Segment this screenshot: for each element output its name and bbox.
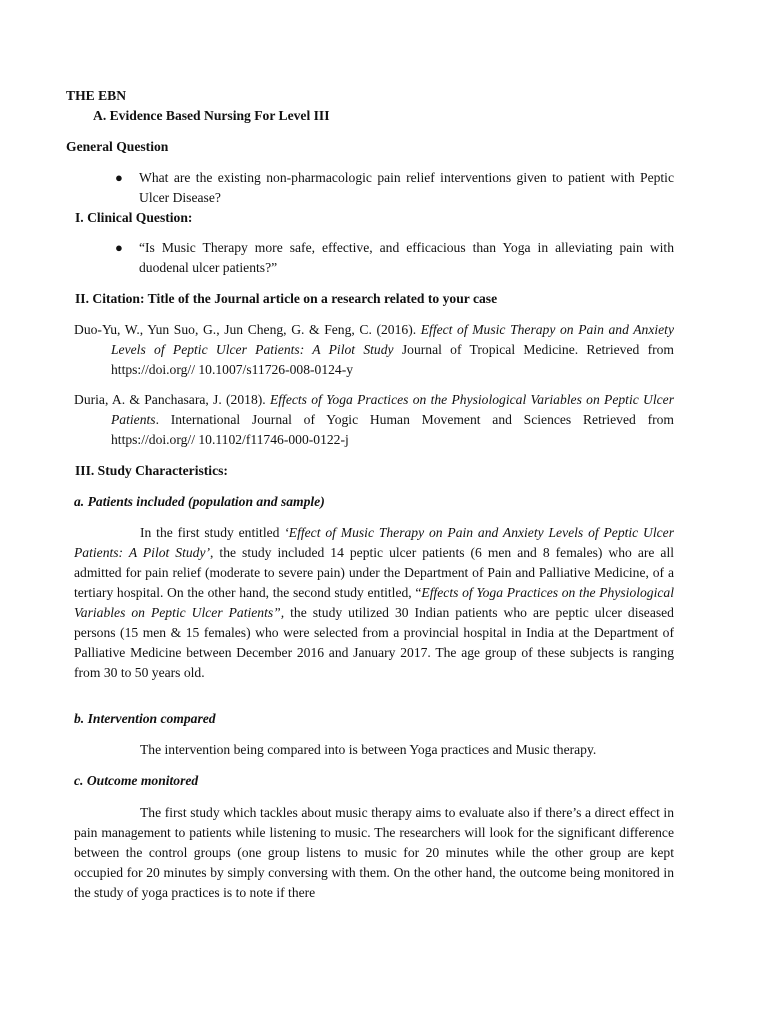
reference-2-rest: . International Journal of Yogic Human Movement and Sciences Retrieved from https://doi.org// 10.1102/f11746-000-0122-j — [111, 412, 674, 447]
document-subheading: A. Evidence Based Nursing For Level III — [93, 108, 330, 123]
document-heading: THE EBN — [66, 88, 127, 103]
patients-included-title: a. Patients included (population and sample) — [74, 494, 325, 509]
paragraph-text: The first study which tackles about music therapy aims to evaluate also if there’s a direct effect in pain management to patients while listening to music. The researchers will look for the significant difference between the control groups (one group listens to music for 20 minutes while the other group are kept occupied for 20 minutes by simply conversing with them. On the other hand, the outcome being monitored in the study of yoga practices is to note if there — [74, 805, 674, 900]
reference-1-authors: Duo-Yu, W., Yun Suo, G., Jun Cheng, G. & Feng, C. (2016). — [74, 322, 421, 337]
intervention-compared-paragraph — [74, 740, 674, 760]
reference-2 — [74, 390, 674, 450]
study-characteristics-title: III. Study Characteristics: — [75, 463, 228, 478]
reference-2-title: Effects of Yoga Practices on the Physiological Variables on Peptic Ulcer Patients — [111, 392, 674, 427]
citation-title: II. Citation: Title of the Journal article on a research related to your case — [75, 291, 498, 306]
study-1-title: ‘Effect of Music Therapy on Pain and Anxiety Levels of Peptic Ulcer Patients: A Pilot Study’ — [74, 525, 674, 560]
reference-1-title: Effect of Music Therapy on Pain and Anxiety Levels of Peptic Ulcer Patients: A Pilot Study — [111, 322, 674, 357]
bullet-icon: ● — [115, 170, 123, 185]
general-question-title: General Question — [66, 139, 169, 154]
outcome-monitored-title: c. Outcome monitored — [74, 773, 199, 788]
general-question-text: What are the existing non-pharmacologic pain relief interventions given to patient with Peptic Ulcer Disease? — [139, 170, 674, 205]
paragraph-text: The intervention being compared into is between Yoga practices and Music therapy. — [140, 742, 597, 757]
clinical-question-text: “Is Music Therapy more safe, effective, and efficacious than Yoga in alleviating pain with duodenal ulcer patients?” — [139, 240, 674, 275]
paragraph-text: , the study included 14 peptic ulcer patients (6 men and 8 females) who are all admitted for pain relief (moderate to severe pain) under the Department of Pain and Palliative Medicine, of a tertiary hospital. On the other hand, the second study entitled, “ — [74, 545, 674, 600]
paragraph-text: the study utilized 30 Indian patients who are peptic ulcer diseased persons (15 men & 15 females) who were selected from a provincial hospital in India at the Department of Palliative Medicine between December 2016 and January 2017. The age group of these subjects is ranging from 30 to 50 years old. — [74, 605, 674, 680]
reference-1-rest: Journal of Tropical Medicine. Retrieved from https://doi.org// 10.1007/s11726-008-0124-y — [111, 342, 674, 377]
reference-2-authors: Duria, A. & Panchasara, J. (2018). — [74, 392, 270, 407]
paragraph-text: In the first study entitled — [140, 525, 285, 540]
outcome-monitored-paragraph — [74, 803, 674, 903]
patients-included-paragraph — [74, 523, 674, 683]
reference-1 — [74, 320, 674, 380]
clinical-question-title: I. Clinical Question: — [75, 210, 193, 225]
study-2-title: Effects of Yoga Practices on the Physiological Variables on Peptic Ulcer Patients”, — [74, 585, 674, 620]
intervention-compared-title: b. Intervention compared — [74, 711, 216, 726]
bullet-icon: ● — [115, 240, 123, 255]
